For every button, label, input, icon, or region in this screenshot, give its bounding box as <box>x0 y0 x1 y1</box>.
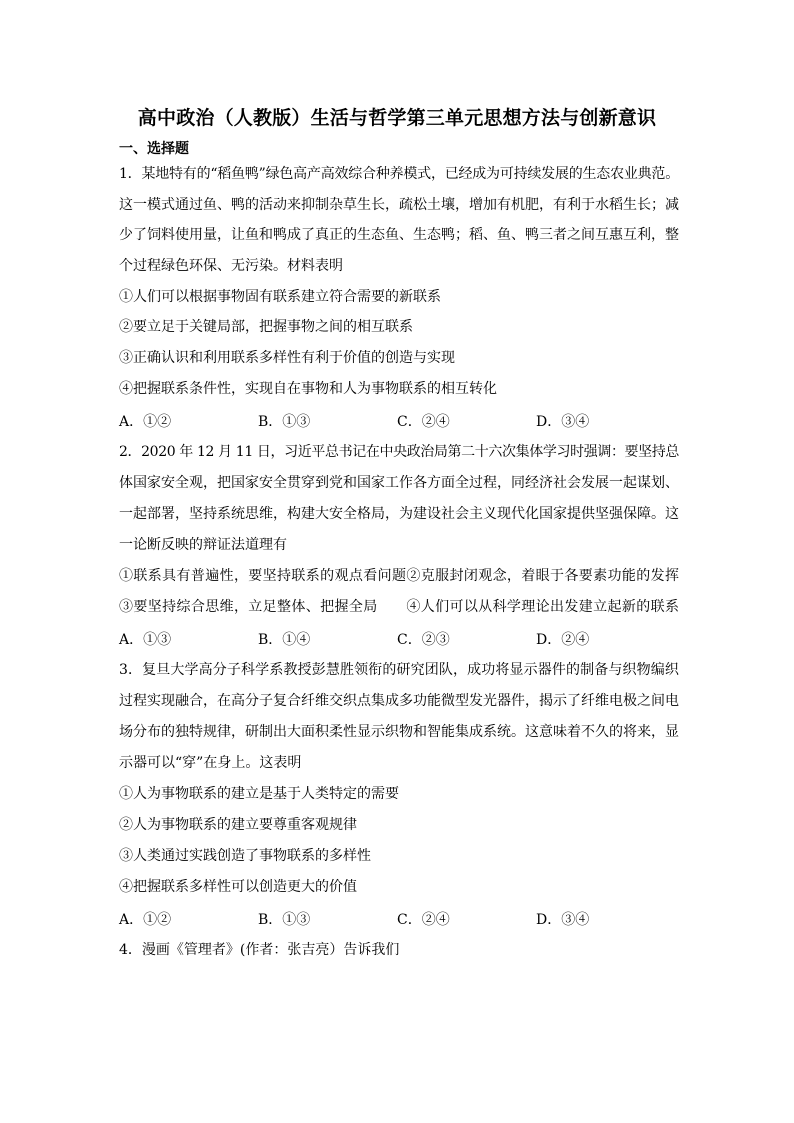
question-3-option-d: D．③④ <box>536 912 590 928</box>
question-1-line-1: 1．某地特有的“稻鱼鸭”绿色高产高效综合种养模式，已经成为可持续发展的生态农业典范。 <box>119 166 679 182</box>
question-2-line-4: 一论断反映的辩证法道理有 <box>119 537 287 553</box>
question-3-option-b: B．①③ <box>258 912 311 928</box>
question-1-line-4: 个过程绿色环保、无污染。材料表明 <box>119 258 343 274</box>
question-2-statements-1: ①联系具有普遍性，要坚持联系的观点看问题②克服封闭观念，着眼于各要素功能的发挥 <box>119 568 680 584</box>
question-1-statement-3: ③正确认识和利用联系多样性有利于价值的创造与实现 <box>119 350 455 366</box>
question-1-line-3: 少了饲料使用量，让鱼和鸭成了真正的生态鱼、生态鸭；稻、鱼、鸭三者之间互惠互利，整 <box>119 227 679 243</box>
question-1-statement-4: ④把握联系条件性，实现自在事物和人为事物联系的相互转化 <box>119 381 497 397</box>
document-title: 高中政治（人教版）生活与哲学第三单元思想方法与创新意识 <box>137 107 657 129</box>
question-2-line-2: 体国家安全观，把国家安全贯穿到党和国家工作各方面全过程，同经济社会发展一起谋划、 <box>119 475 679 491</box>
question-1-option-c: C．②④ <box>397 414 450 430</box>
question-1-line-2: 这一模式通过鱼、鸭的活动来抑制杂草生长，疏松土壤，增加有机肥，有利于水稻生长；减 <box>119 197 679 213</box>
question-1-option-a: A．①② <box>119 414 172 430</box>
question-1-option-d: D．③④ <box>536 414 590 430</box>
question-3-option-a: A．①② <box>119 912 172 928</box>
question-3-options <box>119 909 679 927</box>
question-2-options <box>119 629 679 647</box>
question-2-option-d: D．②④ <box>536 632 590 648</box>
question-3-line-3: 场分布的独特规律，研制出大面积柔性显示织物和智能集成系统。这意味着不久的将来，显 <box>119 724 679 740</box>
question-2-option-b: B．①④ <box>258 632 311 648</box>
question-2-statements-2: ③要坚持综合思维，立足整体、把握全局 ④人们可以从科学理论出发建立起新的联系 <box>119 599 680 615</box>
question-1-option-b: B．①③ <box>258 414 311 430</box>
question-3-line-2: 过程实现融合，在高分子复合纤维交织点集成多功能微型发光器件，揭示了纤维电极之间电 <box>119 693 679 709</box>
question-3-option-c: C．②④ <box>397 912 450 928</box>
question-1-statement-2: ②要立足于关键局部，把握事物之间的相互联系 <box>119 319 413 335</box>
question-2-option-c: C．②③ <box>397 632 450 648</box>
question-3-statement-3: ③人类通过实践创造了事物联系的多样性 <box>119 848 371 864</box>
question-3-statement-1: ①人为事物联系的建立是基于人类特定的需要 <box>119 786 399 802</box>
question-3-statement-2: ②人为事物联系的建立要尊重客观规律 <box>119 817 357 833</box>
question-3-line-4: 示器可以“穿”在身上。这表明 <box>119 755 302 771</box>
section-heading: 一、选择题 <box>119 141 189 157</box>
question-2-option-a: A．①③ <box>119 632 172 648</box>
question-4-line-1: 4．漫画《管理者》(作者：张吉亮）告诉我们 <box>119 942 400 958</box>
question-1-options <box>119 411 679 429</box>
question-3-statement-4: ④把握联系多样性可以创造更大的价值 <box>119 879 357 895</box>
question-3-line-1: 3．复旦大学高分子科学系教授彭慧胜领衔的研究团队，成功将显示器件的制备与织物编织 <box>119 662 680 678</box>
question-2-line-3: 一起部署，坚持系统思维，构建大安全格局，为建设社会主义现代化国家提供坚强保障。这 <box>119 506 679 522</box>
question-1-statement-1: ①人们可以根据事物固有联系建立符合需要的新联系 <box>119 289 441 305</box>
question-2-line-1: 2．2020 年 12 月 11 日，习近平总书记在中央政治局第二十六次集体学习时强调：要坚持总 <box>119 444 680 460</box>
